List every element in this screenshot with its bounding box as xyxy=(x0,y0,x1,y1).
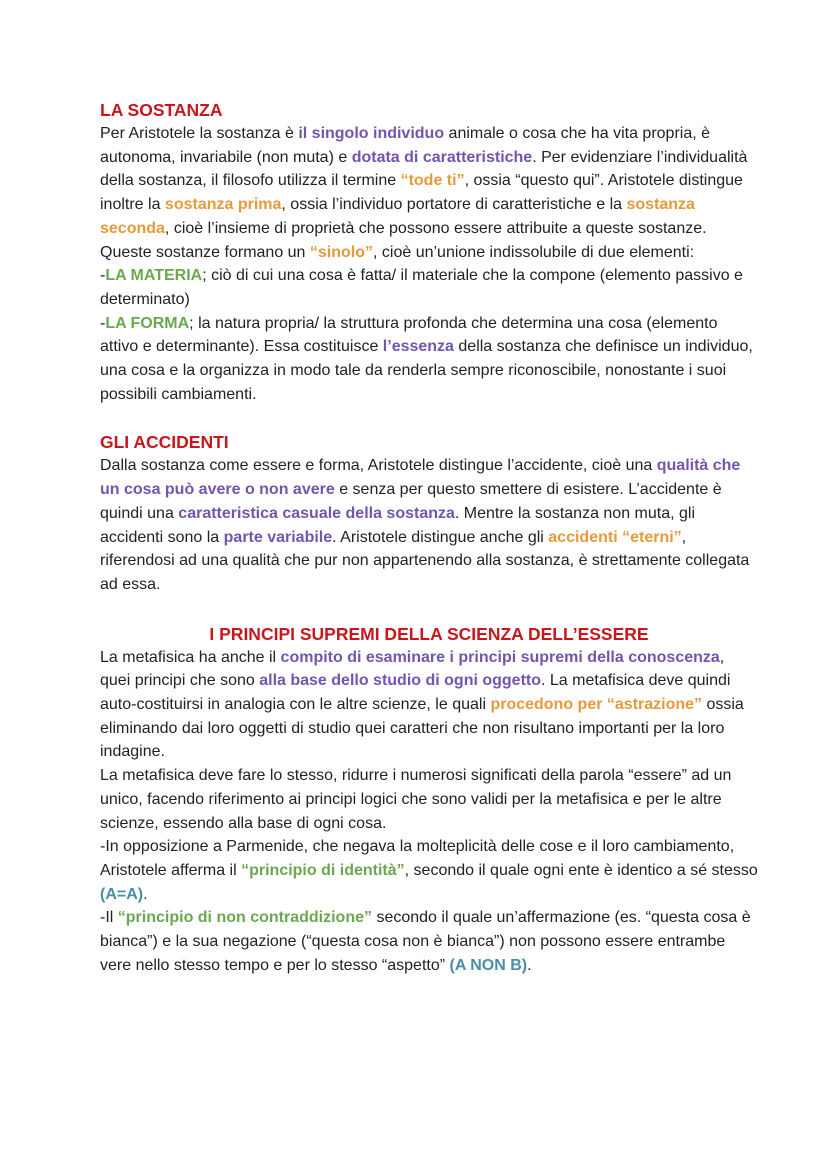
body-text: ossia eliminando dai loro oggetti di studio quei caratteri che non risultano importanti per la loro indagine. xyxy=(100,696,744,761)
highlighted-term: compito di esaminare i principi supremi della conoscenza xyxy=(280,648,720,666)
section-heading: I PRINCIPI SUPREMI DELLA SCIENZA DELL’ESSERE xyxy=(209,623,649,644)
section-heading: LA SOSTANZA xyxy=(100,100,223,120)
highlighted-term: LA FORMA xyxy=(105,314,190,332)
body-text: La metafisica ha anche il xyxy=(100,648,281,666)
body-text: -In opposizione a Parmenide, che negava la molteplicità delle cose e il loro cambiamento, Aristotele afferma il xyxy=(100,838,735,879)
body-text: , cioè un’unione indissolubile di due elementi: xyxy=(373,243,695,261)
body-text: ; la natura propria/ la struttura profonda che determina una cosa (elemento attivo e determinante). Essa costituisce xyxy=(100,314,718,356)
body-text: , quei principi che sono xyxy=(100,648,725,690)
body-text: e senza per questo smettere di esistere. L’accidente è quindi una xyxy=(100,481,722,522)
section-body xyxy=(100,122,758,406)
body-text: Dalla sostanza come essere e forma, Aristotele distingue l’accidente, cioè una xyxy=(100,457,657,475)
highlighted-term: “sinolo” xyxy=(309,243,374,261)
highlighted-term: caratteristica casuale della sostanza xyxy=(178,504,455,522)
body-text: - xyxy=(100,267,106,285)
highlighted-term: sostanza seconda xyxy=(100,196,695,237)
highlighted-term: il singolo individuo xyxy=(298,125,445,142)
body-text: . Aristotele distingue anche gli xyxy=(332,528,549,546)
body-text: Per Aristotele la sostanza è xyxy=(100,125,299,142)
highlighted-term: l’essenza xyxy=(382,338,454,356)
body-text: , ossia l’individuo portatore di caratteristiche e la xyxy=(281,196,627,214)
body-text: secondo il quale un’affermazione (es. “questa cosa è bianca”) e la sua negazione (“questa cosa non è bianca”) non possono essere entrambe vere nello stesso tempo e per lo stesso “aspetto” xyxy=(100,909,751,974)
highlighted-term: accidenti “eterni” xyxy=(548,528,682,546)
highlighted-term: “principio di non contraddizione” xyxy=(117,909,372,927)
body-text: La metafisica deve fare lo stesso, ridurre i numerosi significati della parola “essere” ad un unico, facendo riferimento ai principi logici che sono validi per la metafisica e per le altre scienze, essendo alla base di ogni cosa. xyxy=(100,767,732,832)
body-text: , riferendosi ad una qualità che pur non appartenendo alla sostanza, è strettamente collegata ad essa. xyxy=(100,528,750,593)
section-body xyxy=(100,646,758,978)
body-text: della sostanza che definisce un individuo, una cosa e la organizza in modo tale da renderla sempre riconoscibile, nonostante i suoi possibili cambiamenti. xyxy=(100,338,753,403)
highlighted-term: “principio di identità” xyxy=(241,861,405,879)
highlighted-term: alla base dello studio di ogni oggetto xyxy=(259,672,542,690)
body-text: , secondo il quale ogni ente è identico a sé stesso xyxy=(404,861,758,879)
body-text: - xyxy=(100,314,106,332)
section-heading: GLI ACCIDENTI xyxy=(100,432,229,453)
body-text: , ossia “questo qui”. Aristotele distingue inoltre la xyxy=(100,172,743,214)
section-la-sostanza xyxy=(100,98,758,406)
body-text: ; ciò di cui una cosa è fatta/ il materiale che la compone (elemento passivo e determinato) xyxy=(100,267,743,308)
body-text: -Il xyxy=(100,909,118,927)
highlighted-term: dotata di caratteristiche xyxy=(351,148,533,166)
highlighted-term: procedono per “astrazione” xyxy=(490,696,703,714)
highlighted-term: (A=A) xyxy=(100,885,144,903)
highlighted-term: parte variabile xyxy=(223,528,333,546)
body-text: animale o cosa che ha vita propria, è autonoma, invariabile (non muta) e xyxy=(100,125,711,166)
section-principi-supremi xyxy=(100,622,758,978)
section-body xyxy=(100,454,758,596)
body-text: . xyxy=(143,885,148,903)
highlighted-term: (A NON B) xyxy=(449,956,528,974)
body-text: . Per evidenziare l’individualità della sostanza, il filosofo utilizza il termine xyxy=(100,148,748,190)
body-text: , cioè l’insieme di proprietà che possono essere attribuite a queste sostanze. Queste sostanze formano un xyxy=(100,219,707,261)
highlighted-term: “tode ti” xyxy=(400,172,465,190)
highlighted-term: qualità che un cosa può avere o non avere xyxy=(100,457,741,499)
highlighted-term: LA MATERIA xyxy=(105,267,203,285)
section-gli-accidenti xyxy=(100,430,758,596)
highlighted-term: sostanza prima xyxy=(164,196,282,214)
body-text: . La metafisica deve quindi auto-costituirsi in analogia con le altre scienze, le quali xyxy=(100,672,731,714)
body-text: . Mentre la sostanza non muta, gli accidenti sono la xyxy=(100,504,696,546)
body-text: . xyxy=(527,956,532,974)
